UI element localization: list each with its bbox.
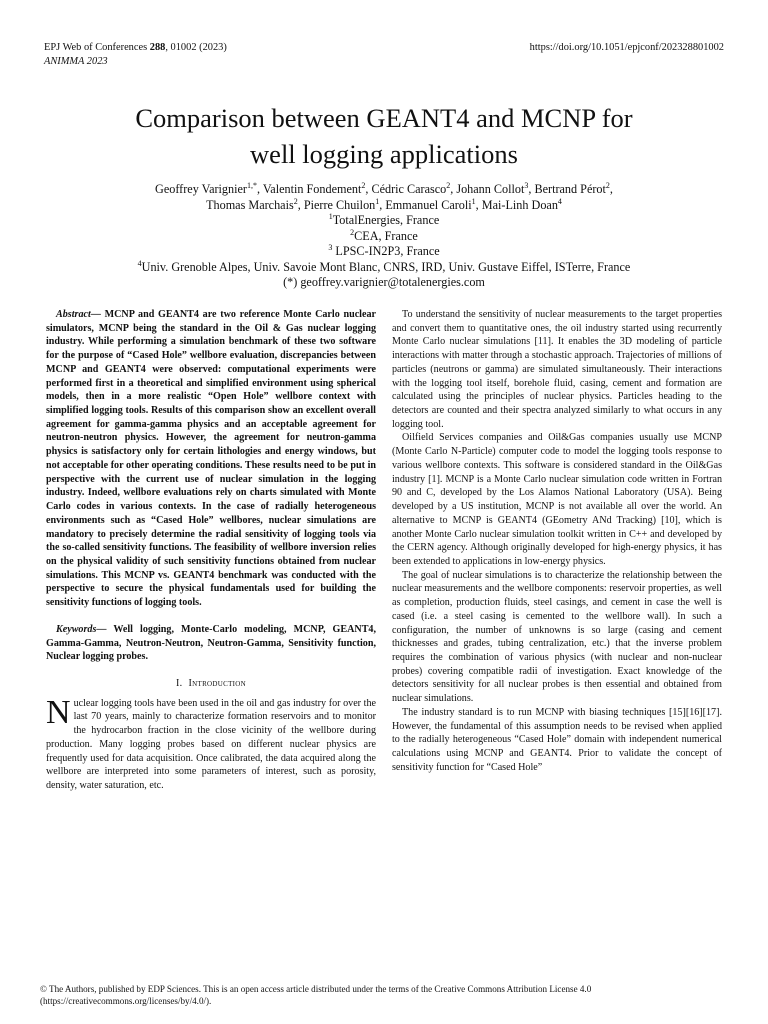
title-line-1: Comparison between GEANT4 and MCNP for <box>135 103 633 133</box>
author-separator: , <box>256 182 263 196</box>
author-name: Valentin Fondement <box>262 182 362 196</box>
author-line-2 <box>40 198 728 214</box>
keywords-label: Keywords <box>56 623 97 635</box>
affiliation-number: 3 <box>328 242 333 252</box>
author-name: Thomas Marchais <box>206 197 294 212</box>
author-block <box>40 182 728 291</box>
section-number: I. <box>175 677 183 689</box>
author-affiliation-mark: 2 <box>605 180 610 190</box>
body-paragraph: The goal of nuclear simulations is to characterize the relationship between the nuclear measurements and the wellbore components: reservoir properties, as well as completion, production fluids, steel casings, and cement in case the well is cased (i.e. a steel casing is cemented to the wellbore wall). In such a configuration, the number of unknowns is so large (casing and cement thicknesses and grades, tubing centralization, etc.) that the inverse problem requires the combination of various physics (with nuclear and non-nuclear probes) covering compatible radii of investigation. Exact knowledge of the detectors sensitivity for all nuclear probes is then essential and obtained from nuclear simulations. <box>392 569 722 705</box>
author-name: Bertrand Pérot <box>534 182 606 196</box>
author-separator: , <box>475 197 482 212</box>
author-name: Cédric Carasco <box>371 182 447 196</box>
author-name: Johann Collot <box>456 182 525 196</box>
author-affiliation-mark: 2 <box>293 196 298 206</box>
introduction-text: uclear logging tools have been used in the oil and gas industry for over the last 70 years, mainly to characterize formation reservoirs and to monitor the hydrocarbon fraction in the close vicinity of the wellbore during production. Many logging probes based on different nuclear physics are frequently used for data acquisition. Once calibrated, the data acquired along the wellbore are interpreted into some parameters of interest, such as porosity, density, water saturation, etc. <box>46 697 376 791</box>
abstract-label: Abstract <box>56 309 91 320</box>
author-affiliation-mark: 1 <box>375 196 380 206</box>
introduction-paragraph <box>46 693 376 793</box>
doi-link[interactable]: https://doi.org/10.1051/epjconf/202328801002 <box>529 42 724 53</box>
author-name: Emmanuel Caroli <box>385 197 472 212</box>
author-affiliation-mark: 3 <box>524 180 529 190</box>
drop-cap: N <box>46 693 71 731</box>
author-separator: , <box>297 197 304 212</box>
affiliation-text: TotalEnergies, France <box>332 213 440 227</box>
keywords-text: — Well logging, Monte-Carlo modeling, MCNP, GEANT4, Gamma-Gamma, Neutron-Neutron, Neutron-Gamma, Sensitivity function, Nuclear logging probes. <box>46 623 376 663</box>
affiliation-3 <box>40 244 728 260</box>
author-affiliation-mark: 4 <box>557 196 562 206</box>
author-separator: , <box>528 182 535 196</box>
contact-email[interactable]: (*) geoffrey.varignier@totalenergies.com <box>283 275 485 289</box>
author-name: Geoffrey Varignier <box>155 182 247 196</box>
affiliation-text: Univ. Grenoble Alpes, Univ. Savoie Mont Blanc, CNRS, IRD, Univ. Gustave Eiffel, ISTerre, France <box>141 259 631 274</box>
author-line-1 <box>40 182 728 198</box>
body-paragraph: The industry standard is to run MCNP with biasing techniques [15][16][17]. However, the fundamental of this assumption needs to be revised when applied to the radially heterogeneous “Cased Hole” domain with independent numerical calculations using MCNP and GEANT4. Prior to validate the concept of sensitivity function for “Cased Hole” <box>392 706 722 773</box>
affiliation-number: 4 <box>137 258 142 268</box>
abstract-text: — MCNP and GEANT4 are two reference Monte Carlo nuclear simulators, MCNP being the standard in the Oil & Gas nuclear logging industry. While performing a simulation benchmark of these two software for the purpose of “Cased Hole” wellbore evaluation, discrepancies between MCNP and GEANT4 were observed: computational experiments were performed first in a theoretical and simplified environment using spherical models, then in a more realistic “Open Hole” wellbore context with simplified logging tools. Results of this comparison show an excellent overall agreement for gamma-gamma physics and an acceptable agreement for neutron-neutron physics. However, the agreement for neutron-gamma physics is satisfactory only for certain lithologies and energy windows, but not acceptable for other operating conditions. These results need to be put in perspective with the current use of nuclear simulation in the logging industry. Indeed, wellbore evaluations rely on charts simulated with Monte Carlo codes in various contexts. In the case of radially heterogeneous environments such as “Cased Hole” wellbores, nuclear simulations are mandatory to precisely determine the radial sensitivity of logging tools via the so-called sensitivity functions. The feasibility of wellbore inversion relies on the physical validity of such sensitivity functions obtained from nuclear simulations. This MCNP vs. GEANT4 benchmark was conducted with the perspective to secure the physical fundamentals used for building the sensitivity functions of logging tools. <box>46 309 376 609</box>
author-name: Mai-Linh Doan <box>481 197 558 212</box>
author-affiliation-mark: 2 <box>446 180 451 190</box>
affiliation-text: CEA, France <box>354 228 418 243</box>
journal-volume: 288 <box>149 42 166 53</box>
affiliation-text: LPSC-IN2P3, France <box>332 244 440 258</box>
paper-title <box>40 100 728 172</box>
body-paragraph: To understand the sensitivity of nuclear measurements to the target properties and convert them to quantitative ones, the oil industry started using recurrently Monte Carlo nuclear simulations [11]. It enables the 3D modeling of particle interactions with matter through a stochastic approach. Trajectories of millions of particles (neutrons or gamma) are simulated simultaneously. Their interactions with the logging tool itself, borehole fluid, casing, cement and formation are calculated using the principles of nuclear physics. Particles heading to the detectors are counted and their spectra analyzed similarly to what occurs in any logging tool. <box>392 309 722 430</box>
author-separator: , <box>365 182 372 196</box>
journal-citation <box>44 41 227 55</box>
journal-article-number: , 01002 (2023) <box>165 42 227 53</box>
title-line-2: well logging applications <box>250 139 518 169</box>
author-separator: , <box>450 182 457 196</box>
author-affiliation-mark: 1 <box>471 196 476 206</box>
license-footer <box>40 983 724 1007</box>
affiliation-4 <box>40 260 728 276</box>
author-name: Pierre Chuilon <box>303 197 376 212</box>
affiliation-number: 1 <box>328 211 333 221</box>
keywords <box>46 623 376 664</box>
right-column <box>392 308 722 774</box>
journal-name: EPJ Web of Conferences <box>44 42 150 53</box>
affiliation-1 <box>40 213 728 229</box>
body-paragraph: Oilfield Services companies and Oil&Gas companies usually use MCNP (Monte Carlo N-Particle) computer code to model the logging tools response to various wellbore contexts. This software is considered standard in the Oil&Gas industry [1]. MCNP is a Monte Carlo nuclear simulation code written in Fortran 90 and C, developed by the Los Alamos National Laboratory (USA). Being developed by a US institution, MCNP is not available all over the world. An alternative to MCNP is GEANT4 (GEometry ANd Tracking) [10], which is another Monte Carlo nuclear simulation toolkit written in C++ and developed by the CERN agency. Although originally developed for high-energy physics, it has been extended to applications in low-energy physics. <box>392 432 722 567</box>
author-affiliation-mark: 2 <box>361 180 366 190</box>
author-separator: , <box>379 197 386 212</box>
affiliation-2 <box>40 229 728 245</box>
license-text: © The Authors, published by EDP Sciences. This is an open access article distributed under the terms of the Creative Commons Attribution License 4.0 <box>40 984 592 994</box>
author-separator: , <box>609 182 613 196</box>
conference-name: ANIMMA 2023 <box>44 56 108 67</box>
section-title: Introduction <box>188 677 246 689</box>
license-link[interactable]: (https://creativecommons.org/licenses/by/4.0/). <box>40 996 212 1006</box>
abstract <box>46 308 376 610</box>
section-heading-introduction <box>46 677 376 691</box>
author-affiliation-mark: 1,* <box>246 180 257 190</box>
left-column <box>46 308 376 793</box>
affiliation-number: 2 <box>350 227 355 237</box>
